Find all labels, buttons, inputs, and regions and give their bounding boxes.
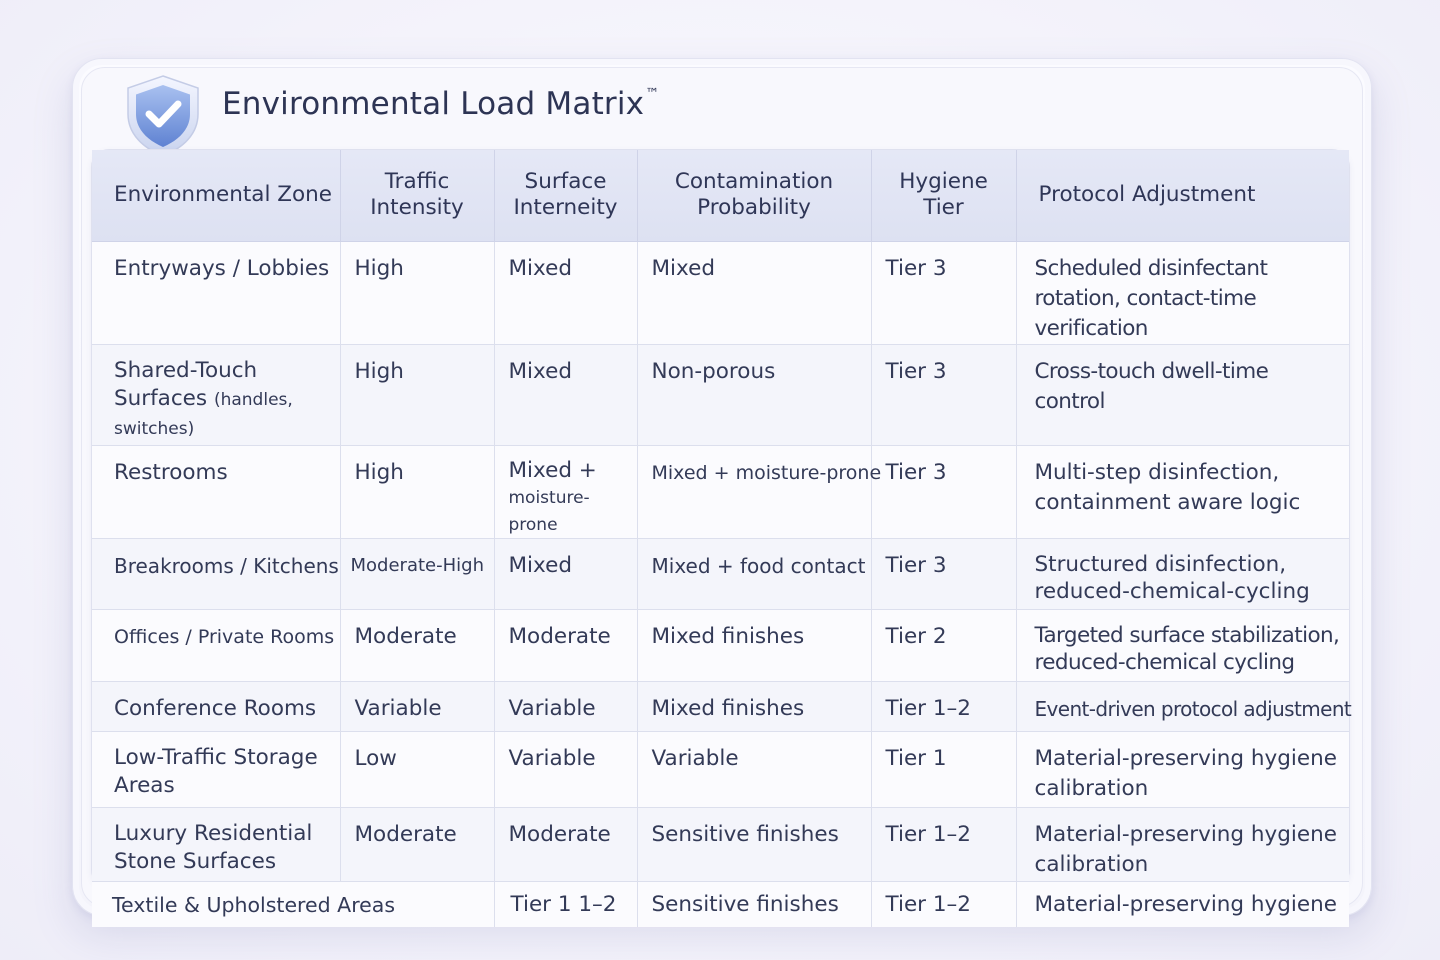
surface-note: moisture-prone (508, 487, 590, 535)
cell-zone (92, 445, 340, 538)
cell-tier: Tier 3 (871, 538, 1016, 609)
cell-surface (494, 807, 637, 881)
cell-protocol: Structured disinfection, reduced-chemical-cycling (1016, 538, 1349, 609)
cell-traffic: High (340, 344, 494, 445)
cell-contamination: Mixed (637, 241, 871, 344)
zone-text: Breakrooms / Kitchens (114, 553, 339, 578)
cell-surface (494, 681, 637, 731)
cell-protocol: Event-driven protocol adjustment (1016, 681, 1349, 731)
header-label: Hygiene Tier (899, 169, 988, 221)
cell-protocol: Targeted surface stabilization, reduced-chemical cycling (1016, 609, 1349, 681)
cell-contamination: Mixed + moisture-prone (637, 445, 871, 538)
cell-surface (494, 609, 637, 681)
cell-protocol: Cross-touch dwell-time control (1016, 344, 1349, 445)
cell-traffic: Moderate (340, 807, 494, 881)
cell-surface (494, 344, 637, 445)
header-environmental-zone (92, 150, 340, 241)
cell-protocol: Material-preserving hygiene (1016, 881, 1349, 927)
surface-text: Variable (508, 695, 596, 721)
cell-protocol: Material-preserving hygiene calibration (1016, 731, 1349, 807)
cell-contamination: Mixed finishes (637, 609, 871, 681)
cell-traffic: Low (340, 731, 494, 807)
cell-surface (494, 731, 637, 807)
table-header-row (92, 150, 1349, 241)
cell-protocol: Scheduled disinfectant rotation, contact-time verification (1016, 241, 1349, 344)
surface-text: Mixed (508, 255, 572, 281)
cell-traffic: Moderate (340, 609, 494, 681)
cell-zone (92, 681, 340, 731)
header-contamination-probability (637, 150, 871, 241)
header-protocol-adjustment (1016, 150, 1349, 241)
surface-text: Moderate (508, 821, 611, 847)
cell-surface: Tier 1 1–2 (494, 881, 637, 927)
cell-contamination: Sensitive finishes (637, 881, 871, 927)
header-label: Contamination Probability (674, 169, 834, 221)
cell-contamination: Variable (637, 731, 871, 807)
table-row (92, 609, 1349, 681)
header-label: Surface Interneity (513, 169, 618, 221)
cell-contamination: Mixed + food contact (637, 538, 871, 609)
surface-text: Mixed (508, 552, 572, 578)
cell-surface (494, 241, 637, 344)
cell-zone (92, 344, 340, 445)
cell-zone (92, 241, 340, 344)
cell-traffic: Variable (340, 681, 494, 731)
zone-text: Entryways / Lobbies (114, 255, 330, 281)
title-text: Environmental Load Matrix (222, 86, 645, 122)
cell-contamination: Mixed finishes (637, 681, 871, 731)
header-traffic-intensity (340, 150, 494, 241)
surface-text: Mixed + (508, 457, 597, 483)
trademark-mark: ™ (645, 86, 660, 102)
cell-tier: Tier 1–2 (871, 881, 1016, 927)
surface-text: Mixed (508, 358, 572, 384)
cell-tier: Tier 1–2 (871, 807, 1016, 881)
cell-zone (92, 609, 340, 681)
table-row (92, 731, 1349, 807)
zone-text: Low-Traffic Storage Areas (114, 744, 318, 798)
cell-tier: Tier 2 (871, 609, 1016, 681)
cell-tier: Tier 3 (871, 241, 1016, 344)
cell-traffic: Moderate-High (340, 538, 494, 609)
header-label: Protocol Adjustment (1038, 182, 1256, 208)
cell-tier: Tier 3 (871, 344, 1016, 445)
cell-zone (92, 538, 340, 609)
zone-text: Restrooms (114, 459, 228, 485)
zone-text: Conference Rooms (114, 695, 317, 721)
cell-surface (494, 445, 637, 538)
table-row (92, 445, 1349, 538)
header-hygiene-tier (871, 150, 1016, 241)
table-row (92, 807, 1349, 881)
table-row (92, 538, 1349, 609)
header-label: Traffic Intensity (370, 169, 464, 221)
cell-zone: Textile & Upholstered Areas (92, 881, 494, 927)
cell-contamination: Sensitive finishes (637, 807, 871, 881)
cell-traffic: High (340, 241, 494, 344)
cell-traffic: High (340, 445, 494, 538)
cell-surface (494, 538, 637, 609)
page-title (222, 86, 659, 122)
table-row (92, 681, 1349, 731)
cell-tier: Tier 1 (871, 731, 1016, 807)
zone-note: (handles, switches) (114, 389, 293, 439)
zone-text: Luxury Residential Stone Surfaces (114, 820, 313, 874)
cell-protocol: Material-preserving hygiene calibration (1016, 807, 1349, 881)
table-row (92, 344, 1349, 445)
table-row (92, 241, 1349, 344)
cell-tier: Tier 3 (871, 445, 1016, 538)
surface-text: Variable (508, 745, 596, 771)
zone-text: Offices / Private Rooms (114, 625, 335, 648)
surface-text: Moderate (508, 623, 611, 649)
cell-contamination: Non-porous (637, 344, 871, 445)
cell-zone (92, 807, 340, 881)
cell-zone (92, 731, 340, 807)
zone-text: Shared-Touch Surfaces (114, 357, 258, 411)
table-row (92, 881, 1349, 927)
cell-tier: Tier 1–2 (871, 681, 1016, 731)
header-surface-interneity (494, 150, 637, 241)
cell-protocol: Multi-step disinfection, containment aware logic (1016, 445, 1349, 538)
load-matrix-table (91, 149, 1352, 917)
header-label: Environmental Zone (114, 182, 333, 208)
